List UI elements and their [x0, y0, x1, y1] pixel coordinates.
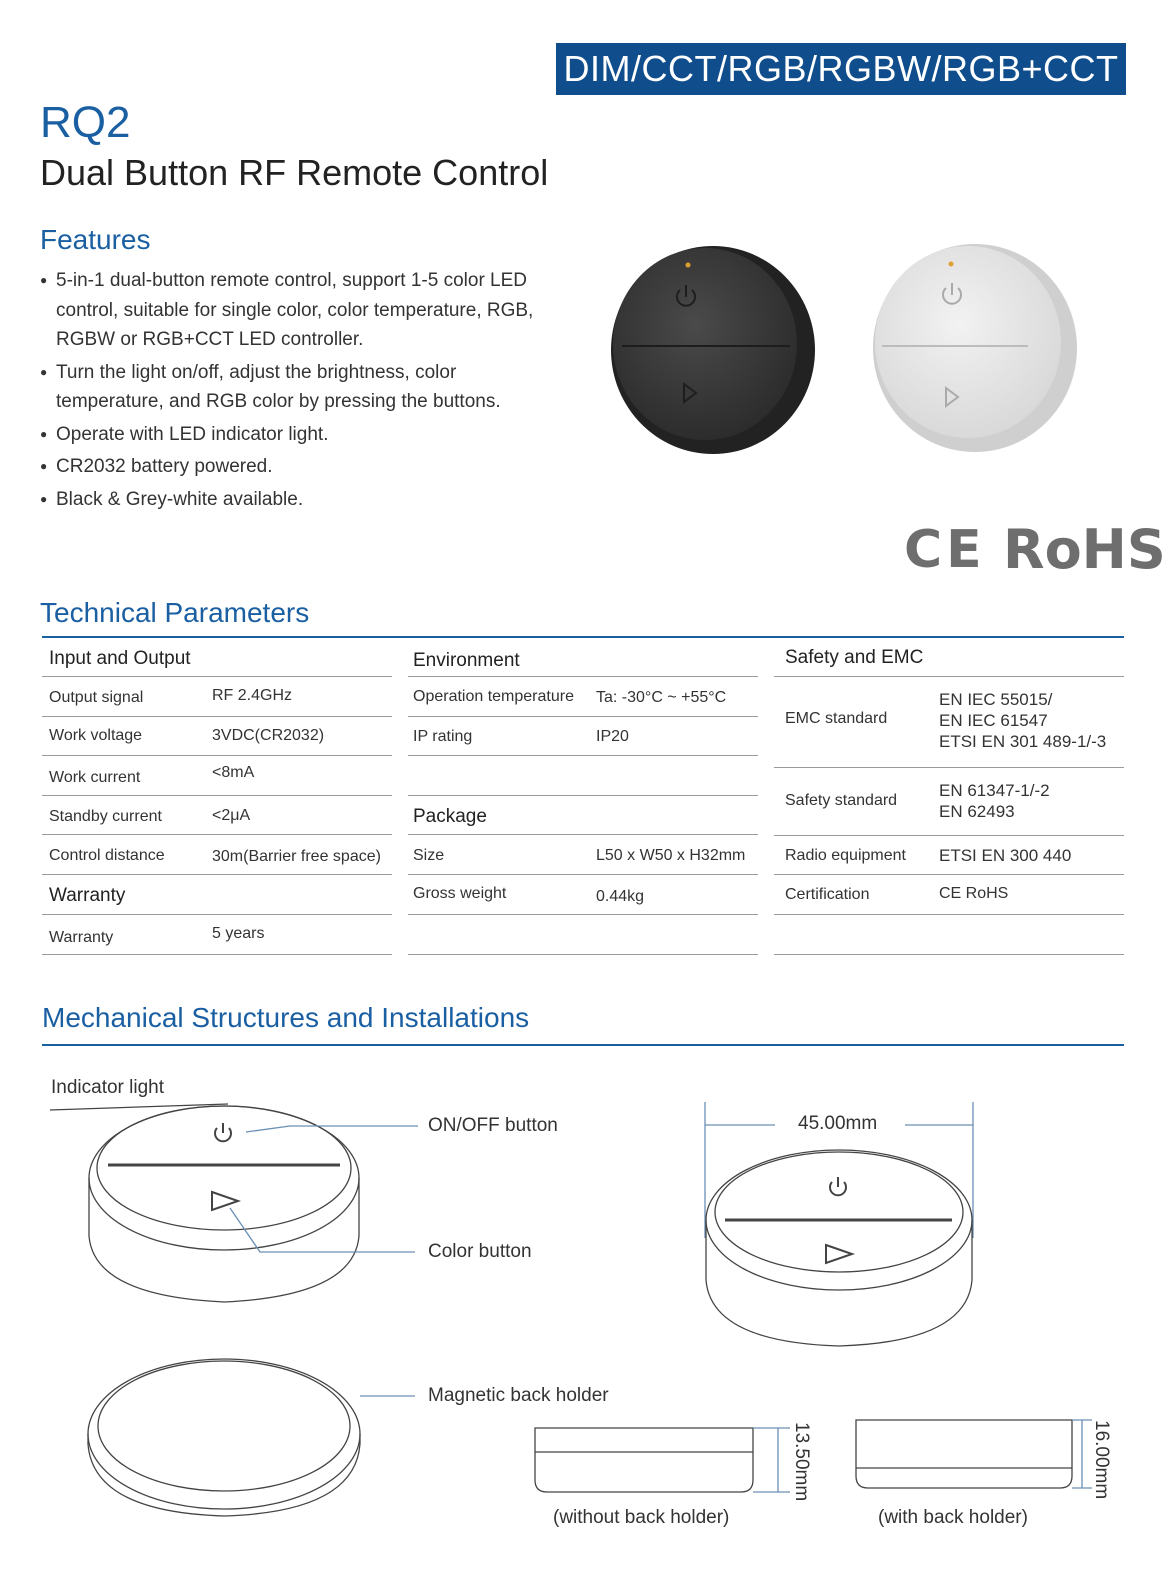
feature-item: ● Black & Grey-white available.: [40, 485, 600, 515]
indicator-light-label: Indicator light: [51, 1077, 165, 1098]
rohs-mark: RoHS: [1003, 518, 1166, 581]
safety-standard-line: EN 62493: [939, 802, 1015, 821]
feature-item: ● 5-in-1 dual-button remote control, support 1-5 color LED control, suitable for single color, color temperature, RGB, RGBW or RGB+CCT LED controller.: [40, 266, 580, 355]
onoff-button-label: ON/OFF button: [428, 1115, 558, 1136]
param-value: 3VDC(CR2032): [212, 727, 325, 744]
param-label: Work current: [49, 769, 141, 786]
param-value: ETSI EN 300 440: [939, 846, 1072, 865]
param-value: 30m(Barrier free space): [212, 848, 381, 865]
param-label: Standby current: [49, 808, 162, 825]
param-label: Size: [413, 847, 445, 864]
onoff-leader-line: [246, 1126, 418, 1132]
feature-item: ● Turn the light on/off, adjust the brightness, color temperature, and RGB color by pressing the buttons.: [40, 358, 560, 417]
input-output-column: [42, 638, 392, 958]
width-dimension: 45.00mm: [798, 1113, 878, 1134]
group-heading: Input and Output: [49, 648, 191, 669]
feature-item: ● Operate with LED indicator light.: [40, 420, 600, 450]
environment-column: [408, 638, 758, 958]
height-with-dimension: 16.00mm: [1091, 1420, 1112, 1500]
param-value: 5 years: [212, 925, 265, 942]
param-value: L50 x W50 x H32mm: [596, 847, 746, 864]
features-title: Features: [40, 224, 151, 255]
with-holder-caption: (with back holder): [878, 1507, 1028, 1528]
emc-standard-line: EN IEC 61547: [939, 711, 1048, 730]
mechanical-title: Mechanical Structures and Installations: [42, 1002, 530, 1033]
feature-item: ● CR2032 battery powered.: [40, 452, 600, 482]
param-value: <8mA: [212, 764, 255, 781]
param-label: Safety standard: [785, 792, 898, 809]
group-heading: Warranty: [49, 885, 126, 906]
technical-parameters-title: Technical Parameters: [40, 597, 310, 628]
product-title: Dual Button RF Remote Control: [40, 152, 549, 193]
color-leader-line: [230, 1208, 415, 1252]
side-view-without-holder: [535, 1428, 790, 1492]
param-label: Gross weight: [413, 885, 507, 902]
group-heading: Safety and EMC: [785, 647, 924, 668]
remote-perspective-drawing: [50, 1104, 418, 1302]
height-without-dimension: 13.50mm: [791, 1422, 812, 1502]
param-value: <2μA: [212, 807, 251, 824]
emc-standard-line: ETSI EN 301 489-1/-3: [939, 732, 1107, 751]
magnetic-holder-label: Magnetic back holder: [428, 1385, 609, 1406]
param-label: IP rating: [413, 728, 473, 745]
grey-white-remote-photo: [873, 244, 1077, 452]
mechanical-drawings: [0, 1060, 1170, 1560]
back-holder-drawing: [88, 1359, 415, 1516]
color-button-label: Color button: [428, 1241, 532, 1262]
without-holder-caption: (without back holder): [553, 1507, 730, 1528]
param-value: [939, 689, 1106, 752]
param-value: [939, 780, 1050, 822]
param-label: Radio equipment: [785, 847, 906, 864]
category-banner: DIM/CCT/RGB/RGBW/RGB+CCT: [556, 43, 1126, 95]
features-list: [40, 266, 600, 517]
side-view-with-holder: [856, 1420, 1092, 1488]
param-value: Ta: -30°C ~ +55°C: [596, 689, 727, 706]
remote-dimension-drawing: [705, 1102, 973, 1346]
param-value: CE RoHS: [939, 885, 1009, 902]
param-label: Warranty: [49, 929, 114, 946]
safety-emc-column: [774, 638, 1124, 958]
safety-standard-line: EN 61347-1/-2: [939, 781, 1050, 800]
model-number: RQ2: [40, 98, 131, 147]
ce-mark: CE: [904, 520, 986, 580]
param-label: Operation temperature: [413, 688, 574, 705]
param-label: Work voltage: [49, 727, 143, 744]
param-label: Certification: [785, 886, 870, 903]
param-label: Control distance: [49, 847, 165, 864]
group-heading: Environment: [413, 650, 520, 671]
group-heading: Package: [413, 806, 487, 827]
param-value: IP20: [596, 728, 629, 745]
param-label: EMC standard: [785, 710, 888, 727]
param-label: Output signal: [49, 689, 144, 706]
emc-standard-line: EN IEC 55015/: [939, 690, 1053, 709]
product-photos: [600, 240, 1100, 460]
param-value: 0.44kg: [596, 888, 645, 905]
param-value: RF 2.4GHz: [212, 687, 293, 704]
section-divider: [42, 1044, 1124, 1046]
black-remote-photo: [611, 246, 815, 454]
